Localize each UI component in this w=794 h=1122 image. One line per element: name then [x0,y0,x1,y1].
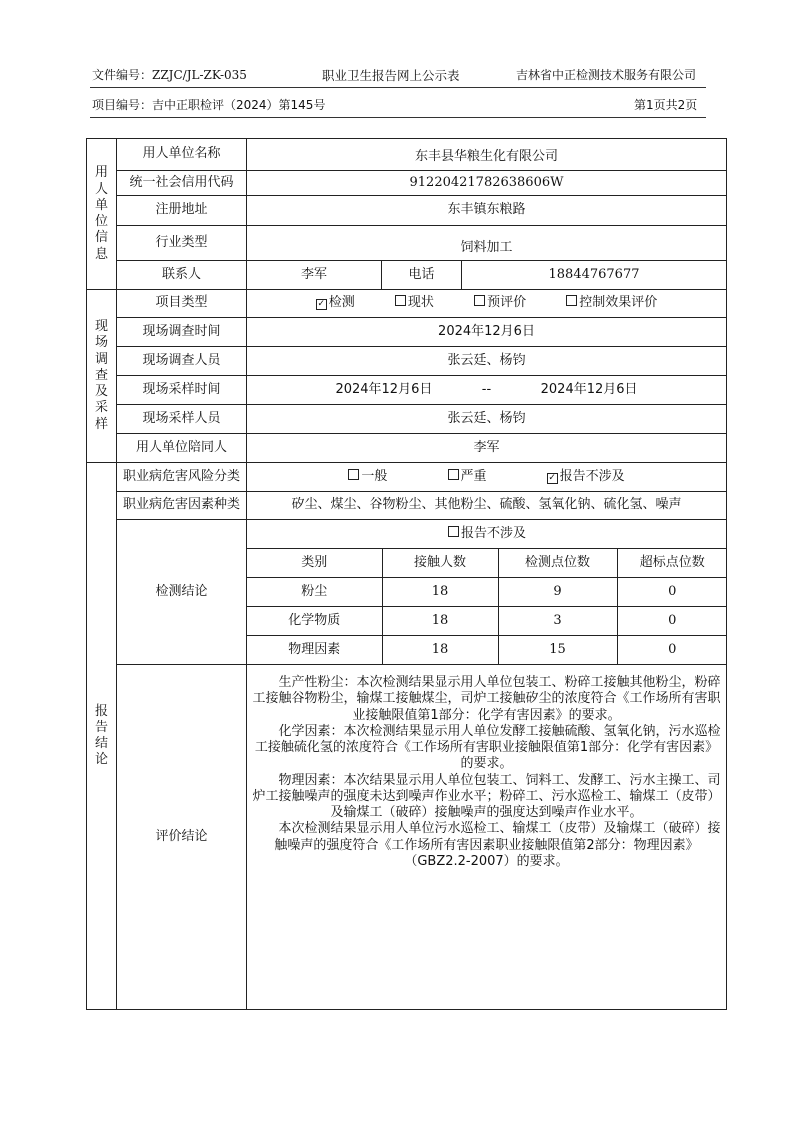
project-type-options [247,290,727,318]
escort-label: 用人单位陪同人 [117,434,247,463]
table-cell: 化学物质 [247,607,382,636]
section-survey-sampling: 现 场 调 查 及 采 样 [87,290,117,463]
section-report-conclusion: 报 告 结 论 [87,463,117,1010]
evaluation-paragraph: 生产性粉尘：本次检测结果显示用人单位包装工、粉碎工接触其他粉尘，粉碎工接触谷物粉尘，输煤工接触煤尘，司炉工接触矽尘的浓度符合《工作场所有害职业接触限值第1部分：化学有害因素》的要求。 [252,675,721,723]
contact-label: 联系人 [117,261,247,290]
disclosure-table [86,138,727,1010]
address-value: 东丰镇东粮路 [247,196,727,226]
table-row [247,636,727,665]
sampling-time-label: 现场采样时间 [117,376,247,405]
table-cell: 0 [617,578,727,607]
risk-class-options [247,463,727,492]
table-cell: 0 [617,607,727,636]
table-cell: 9 [498,578,617,607]
evaluation-conclusion-label: 评价结论 [117,665,247,1010]
credit-code-value: 91220421782638606W [247,171,727,196]
phone-label: 电话 [382,261,462,290]
project-type-pre-evaluation[interactable]: 预评价 [474,295,526,311]
escort-value: 李军 [247,434,727,463]
detection-conclusion-label: 检测结论 [117,520,247,665]
form-title: 职业卫生报告网上公示表 [322,68,460,83]
industry-label: 行业类型 [117,226,247,261]
sampling-end: 2024年12月6日 [540,381,638,397]
industry-value: 饲料加工 [247,226,727,261]
sampling-start: 2024年12月6日 [335,381,433,397]
samplers-value: 张云廷、杨钧 [247,405,727,434]
detection-results-table [247,520,727,664]
checkbox-icon[interactable] [348,469,359,480]
employer-name-value: 东丰县华粮生化有限公司 [247,139,727,171]
checkbox-icon[interactable] [448,469,459,480]
checkbox-icon[interactable] [474,295,485,306]
address-label: 注册地址 [117,196,247,226]
header-rule-bottom [90,117,706,118]
detection-conclusion-cell [247,520,727,665]
company-name: 吉林省中正检测技术服务有限公司 [516,68,697,82]
checkbox-icon[interactable] [448,526,459,537]
table-row [247,607,727,636]
hazard-factors-label: 职业病危害因素种类 [117,492,247,520]
project-type-control-effect[interactable]: 控制效果评价 [566,295,657,311]
sampling-time-value [247,376,727,405]
table-cell: 物理因素 [247,636,382,665]
sampling-separator: -- [481,381,492,397]
employer-name-label: 用人单位名称 [117,139,247,171]
surveyors-label: 现场调查人员 [117,347,247,376]
evaluation-paragraph: 化学因素：本次检测结果显示用人单位发酵工接触硫酸、氢氧化钠，污水巡检工接触硫化氢的浓度符合《工作场所有害职业接触限值第1部分：化学有害因素》的要求。 [254,723,721,772]
evaluation-conclusion-text [247,665,727,1010]
contact-value: 李军 [247,261,382,290]
table-cell: 粉尘 [247,578,382,607]
project-type-label: 项目类型 [117,290,247,318]
phone-value: 18844767677 [462,261,727,290]
column-header: 超标点位数 [617,549,727,578]
page-info: 第1页共2页 [634,98,698,112]
project-type-status[interactable]: 现状 [395,295,434,311]
risk-general[interactable]: 一般 [348,469,387,485]
detection-not-involved[interactable]: 报告不涉及 [247,520,727,549]
table-cell: 3 [498,607,617,636]
table-cell: 15 [498,636,617,665]
table-cell: 18 [382,607,498,636]
survey-time-label: 现场调查时间 [117,318,247,347]
risk-class-label: 职业病危害风险分类 [117,463,247,492]
hazard-factors-value: 矽尘、煤尘、谷物粉尘、其他粉尘、硫酸、氢氧化钠、硫化氢、噪声 [247,492,727,520]
column-header: 接触人数 [382,549,498,578]
surveyors-value: 张云廷、杨钧 [247,347,727,376]
table-header-row [247,549,727,578]
column-header: 检测点位数 [498,549,617,578]
doc-number: 文件编号：ZZJC/JL-ZK-035 [92,68,247,82]
section-employer-info: 用 人 单 位 信 息 [87,139,117,290]
checkbox-icon[interactable] [566,295,577,306]
project-number: 项目编号：吉中正职检评（2024）第145号 [92,98,326,112]
checkbox-icon[interactable] [395,295,406,306]
risk-not-involved[interactable]: ✓ 报告不涉及 [548,468,625,484]
survey-time-value: 2024年12月6日 [247,318,727,347]
risk-severe[interactable]: 严重 [448,469,487,485]
credit-code-label: 统一社会信用代码 [117,171,247,196]
evaluation-paragraph: 本次检测结果显示用人单位污水巡检工、输煤工（皮带）及输煤工（破碎）接触噪声的强度符合《工作场所有害因素职业接触限值第2部分：物理因素》（GBZ2.2-2007）的要求。 [274,821,721,869]
table-cell: 0 [617,636,727,665]
checkbox-checked-icon[interactable]: ✓ [548,472,556,483]
table-row [247,578,727,607]
evaluation-paragraph: 物理因素：本次结果显示用人单位包装工、饲料工、发酵工、污水主操工、司炉工接触噪声的强度未达到噪声作业水平；粉碎工、污水巡检工、输煤工（皮带）及输煤工（破碎）接触噪声的强度达到噪声作业水平。 [252,772,721,820]
column-header: 类别 [247,549,382,578]
table-cell: 18 [382,636,498,665]
checkbox-checked-icon[interactable]: ✓ [317,299,326,310]
header-rule-top [90,87,706,88]
project-type-detection[interactable]: ✓ 检测 [317,295,355,311]
table-cell: 18 [382,578,498,607]
samplers-label: 现场采样人员 [117,405,247,434]
